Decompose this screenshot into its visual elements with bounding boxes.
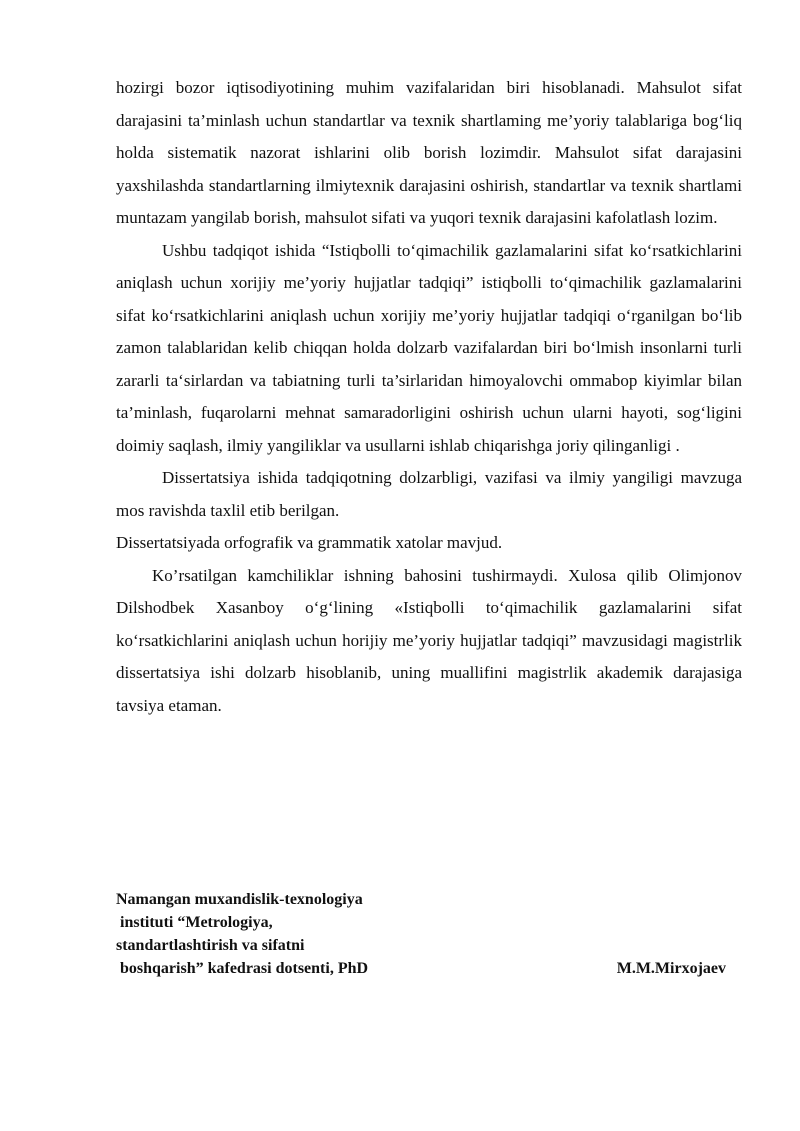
paragraph-dissertation: Dissertatsiya ishida tadqiqotning dolzarbligi, vazifasi va ilmiy yangiligi mavzuga mos ravishda taxlil etib berilgan.	[116, 468, 742, 520]
signature-line-1: Namangan muxandislik-texnologiya	[116, 891, 363, 908]
paragraph-intro: hozirgi bozor iqtisodiyotining muhim vazifalaridan biri hisoblanadi. Mahsulot sifat darajasini ta’minlash uchun standartlar va texnik shartlaming me’yoriy talablariga bog‘liq holda sistematik nazorat ishlarini olib borish lozimdir. Mahsulot sifat darajasini yaxshilashda standartlarning ilmiytexnik darajasini oshirish, standartlar va texnik shartlami muntazam yangilab borish, mahsulot sifati va yuqori texnik darajasini kafolatlash lozim.	[116, 78, 742, 227]
signature-block	[116, 888, 726, 980]
signature-line-3: standartlashtirish va sifatni	[116, 937, 305, 954]
paragraph-research: Ushbu tadqiqot ishida “Istiqbolli to‘qimachilik gazlamalarini sifat ko‘rsatkichlarini aniqlash uchun xorijiy me’yoriy hujjatlar tadqiqi” istiqbolli to‘qimachilik gazlamalarini sifat ko‘rsatkichlarini aniqlash uchun xorijiy me’yoriy hujjatlar tadqiqi o‘rganilgan bo‘lib zamon talablaridan kelib chiqqan holda dolzarb vazifalardan biri bo‘lmish insonlarni turli zararli ta‘sirlardan va tabiatning turli ta’sirlaridan himoyalovchi ommabop kiyimlar bilan ta’minlash, fuqarolarni mehnat samaradorligini oshirish uchun ularni hayoti, sog‘ligini doimiy saqlash, ilmiy yangiliklar va usullarni ishlab chiqarishga joriy qilinganligi .	[116, 240, 742, 455]
signature-line-4: boshqarish” kafedrasi dotsenti, PhD	[116, 960, 369, 977]
signature-name: M.M.Mirxojaev	[616, 960, 726, 977]
document-body	[116, 72, 742, 722]
paragraph-conclusion: Ko’rsatilgan kamchiliklar ishning bahosini tushirmaydi. Xulosa qilib Olimjonov Dilshodbek Xasanboy o‘g‘lining «Istiqbolli to‘qimachilik gazlamalarini sifat ko‘rsatkichlarini aniqlash uchun horijiy me’yoriy hujjatlar tadqiqi” mavzusidagi magistrlik dissertatsiya ishi dolzarb hisoblanib, uning muallifini magistrlik akademik darajasiga tavsiya etaman.	[116, 565, 742, 715]
paragraph-errors: Dissertatsiyada orfografik va grammatik xatolar mavjud.	[116, 533, 503, 552]
signature-line-2: instituti “Metrologiya,	[116, 914, 273, 931]
